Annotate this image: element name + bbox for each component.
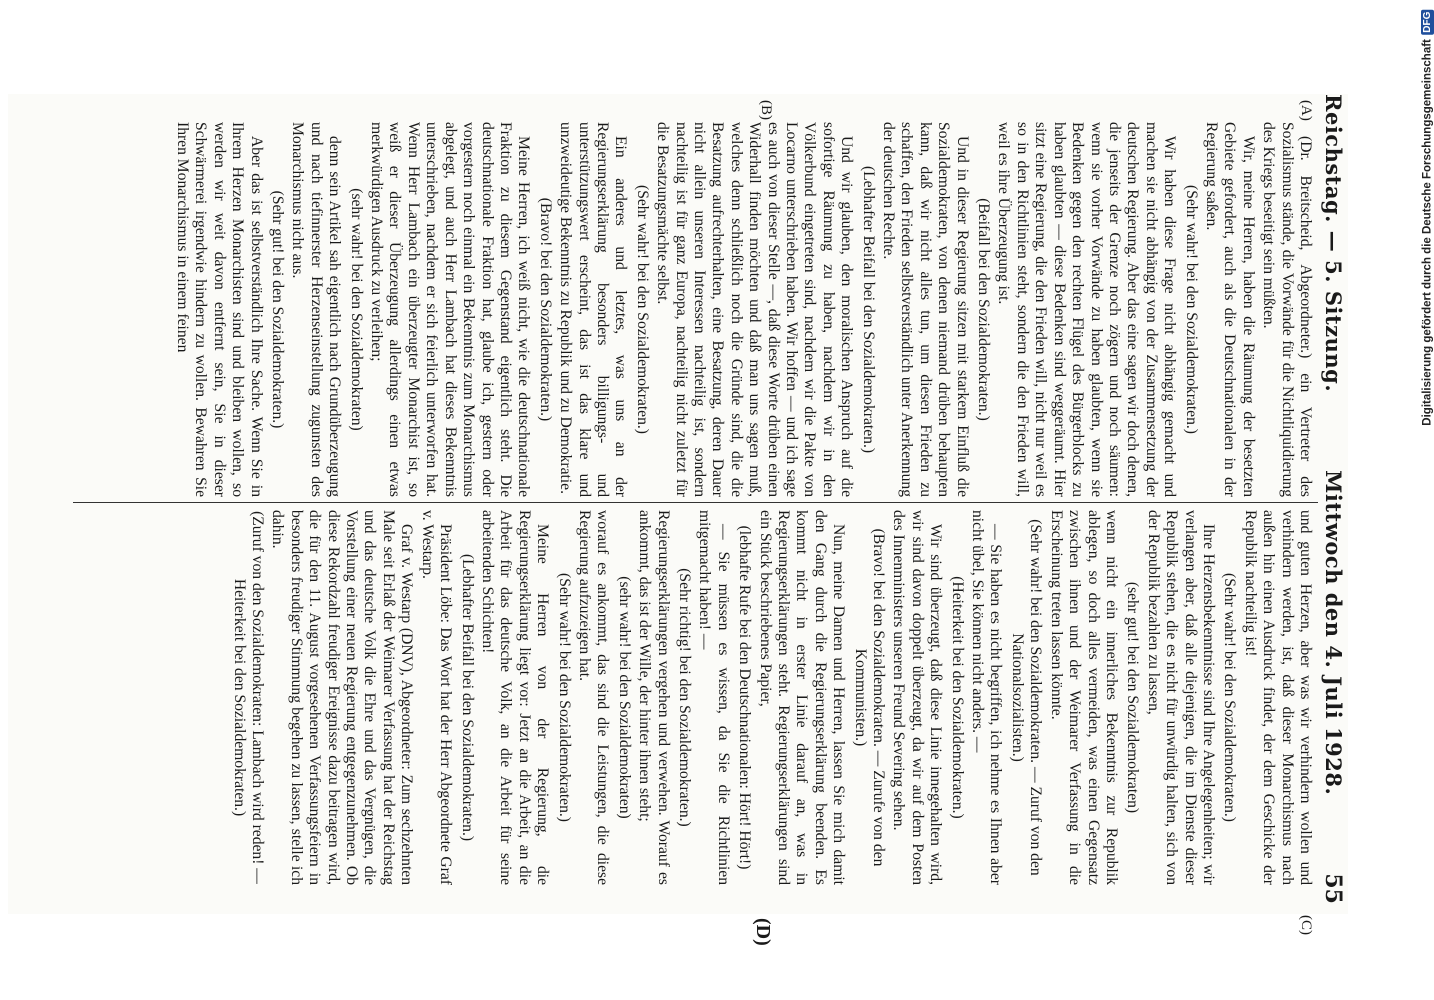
interjection: (lebhafte Rufe bei den Deutschnationalen: Hört! Hört!): [736, 525, 754, 870]
paragraph: Ihre Herzensbekenntnisse sind Ihre Angelegenheiten; wir verlangen aber, daß alle diejenigen, die im Dienste dieser Republik stehen, die es nicht für unwürdig halten, sich von der Republik bezahlen zu lassen,: [1144, 510, 1217, 885]
paragraph: wenn nicht ein innerliches Bekenntnis zur Republik ablegen, so doch alles vermeiden, was einen Gegensatz zwischen ihnen und der Weimarer Verfassung in die Erscheinung treten lassen könnte.: [1047, 510, 1120, 885]
interjection: (sehr gut! bei den Sozialdemokraten): [1124, 581, 1142, 814]
digitization-credit: [1421, 10, 1434, 426]
interjection: (Sehr wahr! bei den Sozialdemokraten.): [1182, 185, 1200, 434]
margin-marker-c: (C): [1298, 915, 1314, 935]
page-header: [1320, 94, 1346, 904]
header-left: Reichstag. — 5. Sitzung.: [1321, 94, 1346, 393]
interjection: (Bravo! bei den Sozialdemokraten. — Zurufe von den Kommunisten.): [851, 528, 888, 867]
interjection: (Bravo! bei den Sozialdemokraten.): [536, 197, 554, 422]
interjection: (Beifall bei den Sozialdemokraten.): [975, 198, 993, 421]
interjection: (Sehr wahr! bei den Sozialdemokraten.): [1221, 573, 1239, 822]
interjection: (Lebhafter Beifall bei den Sozialdemokraten.): [458, 553, 476, 842]
column-divider: [73, 502, 1318, 503]
interjection: (Lebhafter Beifall bei den Sozialdemokraten.): [859, 165, 877, 454]
paragraph: — Sie haben es nicht begriffen, ich nehme es Ihnen aber nicht übel, Sie können nicht anders. —: [969, 510, 1005, 885]
paragraph: Graf v. Westarp (DNV), Abgeordneter: Zum sechzehnten Male seit Erlaß der Weimarer Verfassung hat der Reichstag und das deutsche Volk die Ehre und das Vergnügen, die Vorstellung einer neuen Regierung entgegenzunehmen. Ob diese Rekordzahl freudiger Ereignisse dazu beitragen wird, die für den 11. August vorgesehenen Verfassungsfeiern in besonders freudiger Stimmung begehen zu lassen, stelle ich dahin.: [269, 510, 416, 885]
margin-marker-b: (B): [758, 100, 774, 120]
header-right: Mittwoch den 4. Juli 1928.: [1321, 470, 1346, 796]
paragraph: Nun, meine Damen und Herren, lassen Sie mich damit den Gang durch die Regierungserklärung beenden. Es kommt nicht in erster Linie darauf an, was in Regierungserklärungen steht. Regierungserklärungen sind ein Stück beschriebenes Papier,: [756, 510, 848, 885]
right-column: [79, 510, 1314, 885]
paragraph: denn sein Artikel sah eigentlich nach Grundüberzeugung und nach tiefinnerster Herzenseinstellung zugunsten des Monarchismus nicht aus.: [289, 122, 344, 497]
paragraph: Wir haben diese Frage nicht abhängig gemacht und machen sie nicht abhängig von der Zusammensetzung der deutschen Regierung. Aber das eine sagen wir doch denen, die jenseits der Grenze noch zögern und noch säumen: wenn sie vorher Vorwände zu haben glaubten, wenn sie Bedenken gegen den rechten Flügel des Bürgerblocks zu haben glaubten — diese Bedenken sind weggeräumt. Hier sitzt eine Regierung, die den Frieden will, nicht nur weil es so in den Richtlinien steht, sondern die den Frieden will, weil es ihre Überzeugung ist.: [995, 122, 1179, 497]
paragraph: Ein anderes und letztes, was uns an der Regierungserklärung besonders billigungs- und unterstützungswert erscheint, das ist das klare und unzweideutige Bekenntnis zu Republik und zu Demokratie.: [557, 122, 630, 497]
paragraph: und guten Herzen, aber was wir verhindern wollen und verhindern werden, ist, daß dieser Monarchismus nach außen hin einen Ausdruck findet, der dem Geschicke der Republik nachteilig ist!: [1241, 510, 1314, 885]
interjection: (Zuruf von den Sozialdemokraten: Lambach wird reden! — Heiterkeit bei den Sozialdemokraten.): [230, 511, 267, 884]
paragraph: Und in dieser Regierung sitzen mit starkem Einfluß die Sozialdemokraten, von denen niemand drüben behaupten kann, daß wir nicht alles tun, um diesen Frieden zu schaffen, den Frieden selbstverständlich unter Anerkennung der deutschen Rechte.: [880, 122, 971, 497]
dfg-logo: DFG: [1422, 12, 1433, 34]
interjection: (sehr wahr! bei den Sozialdemokraten): [347, 188, 365, 431]
credit-text: Digitalisierung gefördert durch die Deutsche Forschungsgemeinschaft: [1421, 39, 1434, 426]
interjection: (Sehr wahr! bei den Sozialdemokraten. — Zuruf von den Nationalsozialisten.): [1008, 519, 1045, 876]
paragraph: Präsident Löbe: Das Wort hat der Herr Abgeordnete Graf v. Westarp.: [418, 510, 455, 885]
interjection: (Sehr wahr! bei den Sozialdemokraten.): [633, 185, 651, 434]
interjection: (Sehr richtig! bei den Sozialdemokraten.): [676, 568, 693, 827]
interjection: (sehr wahr! bei den Sozialdemokraten): [615, 576, 633, 819]
page-number: 55: [1320, 873, 1346, 904]
paragraph: Wir, meine Herren, haben die Räumung der besetzten Gebiete gefordert, auch als die Deutschnationalen in der Regierung saßen.: [1202, 122, 1257, 497]
paragraph: — Sie müssen es wissen, da Sie die Richtlinien mitgemacht haben! —: [696, 510, 732, 885]
paragraph: Meine Herren, ich weiß nicht, wie die deutschnationale Fraktion zu diesem Gegenstand eigentlich steht. Die deutschnationale Fraktion hat, glaube ich, gestern oder vorgestern noch einmal ein Bekenntnis zum Monarchismus abgelegt, und auch Herr Lambach hat dieses Bekenntnis unterschrieben, nachdem er sich feierlich unterworfen hat. Wenn Herr Lambach ein überzeugter Monarchist ist, so weiß er dieser Überzeugung allerdings einen etwas merkwürdigen Ausdruck zu verleihen;: [368, 122, 533, 497]
paragraph: Meine Herren von der Regierung, die Regierungserklärung liegt vor: Jetzt an die Arbeit, an die Arbeit für das deutsche Volk, an die Arbeit für seine arbeitenden Schichten!: [478, 510, 552, 885]
paragraph: Aber das ist selbstverständlich Ihre Sache. Wenn Sie in Ihrem Herzen Monarchisten sind und bleiben wollen, so werden wir weit davon entfernt sein, Sie in dieser Schwärmerei irgendwie hindern zu wollen. Bewahren Sie Ihren Monarchismus in einem feinen: [174, 122, 265, 497]
left-column: [79, 122, 1314, 497]
margin-marker-a: (A): [1298, 100, 1314, 121]
paragraph: Regierungserklärungen vergehen und verwehen. Worauf es ankommt, das ist der Wille, der hinter ihnen steht;: [636, 510, 672, 885]
interjection: (Sehr wahr! bei den Sozialdemokraten.): [555, 573, 573, 822]
margin-marker-d: (D): [752, 918, 774, 946]
paragraph: worauf es ankommt, das sind die Leistungen, die diese Regierung aufzuzeigen hat.: [575, 510, 612, 885]
interjection: (Sehr gut! bei den Sozialdemokraten.): [269, 190, 287, 429]
interjection: (Heiterkeit bei den Sozialdemokraten.): [948, 576, 966, 819]
paragraph: (Dr. Breitscheid, Abgeordneter.) ein Vertreter des Sozialismus stände, die Vorwände für die Nichtliquidierung des Kriegs beseitigt sein müßten.: [1260, 122, 1314, 497]
paragraph: Wir sind überzeugt, daß diese Linie innegehalten wird, wir sind davon doppelt überzeugt, da wir auf dem Posten des Innenministers unseren Freund Severing sehen.: [890, 510, 945, 885]
paragraph: Und wir glauben, den moralischen Anspruch auf die sofortige Räumung zu haben, nachdem wir in den Völkerbund eingetreten sind, nachdem wir die Pakte von Locarno unterschrieben haben. Wir hoffen — und ich sage es auch von dieser Stelle —, daß diese Worte drüben einen Widerhall finden möchten und daß man uns sagen muß, welches denn schließlich noch die Gründe sind, die die Besatzung aufrechterhalten, eine Besatzung, deren Dauer nicht allein unseren Interessen nachteilig ist, sondern nachteilig ist für ganz Europa, nachteilig nicht zuletzt für die Besatzungsmächte selbst.: [654, 122, 856, 497]
